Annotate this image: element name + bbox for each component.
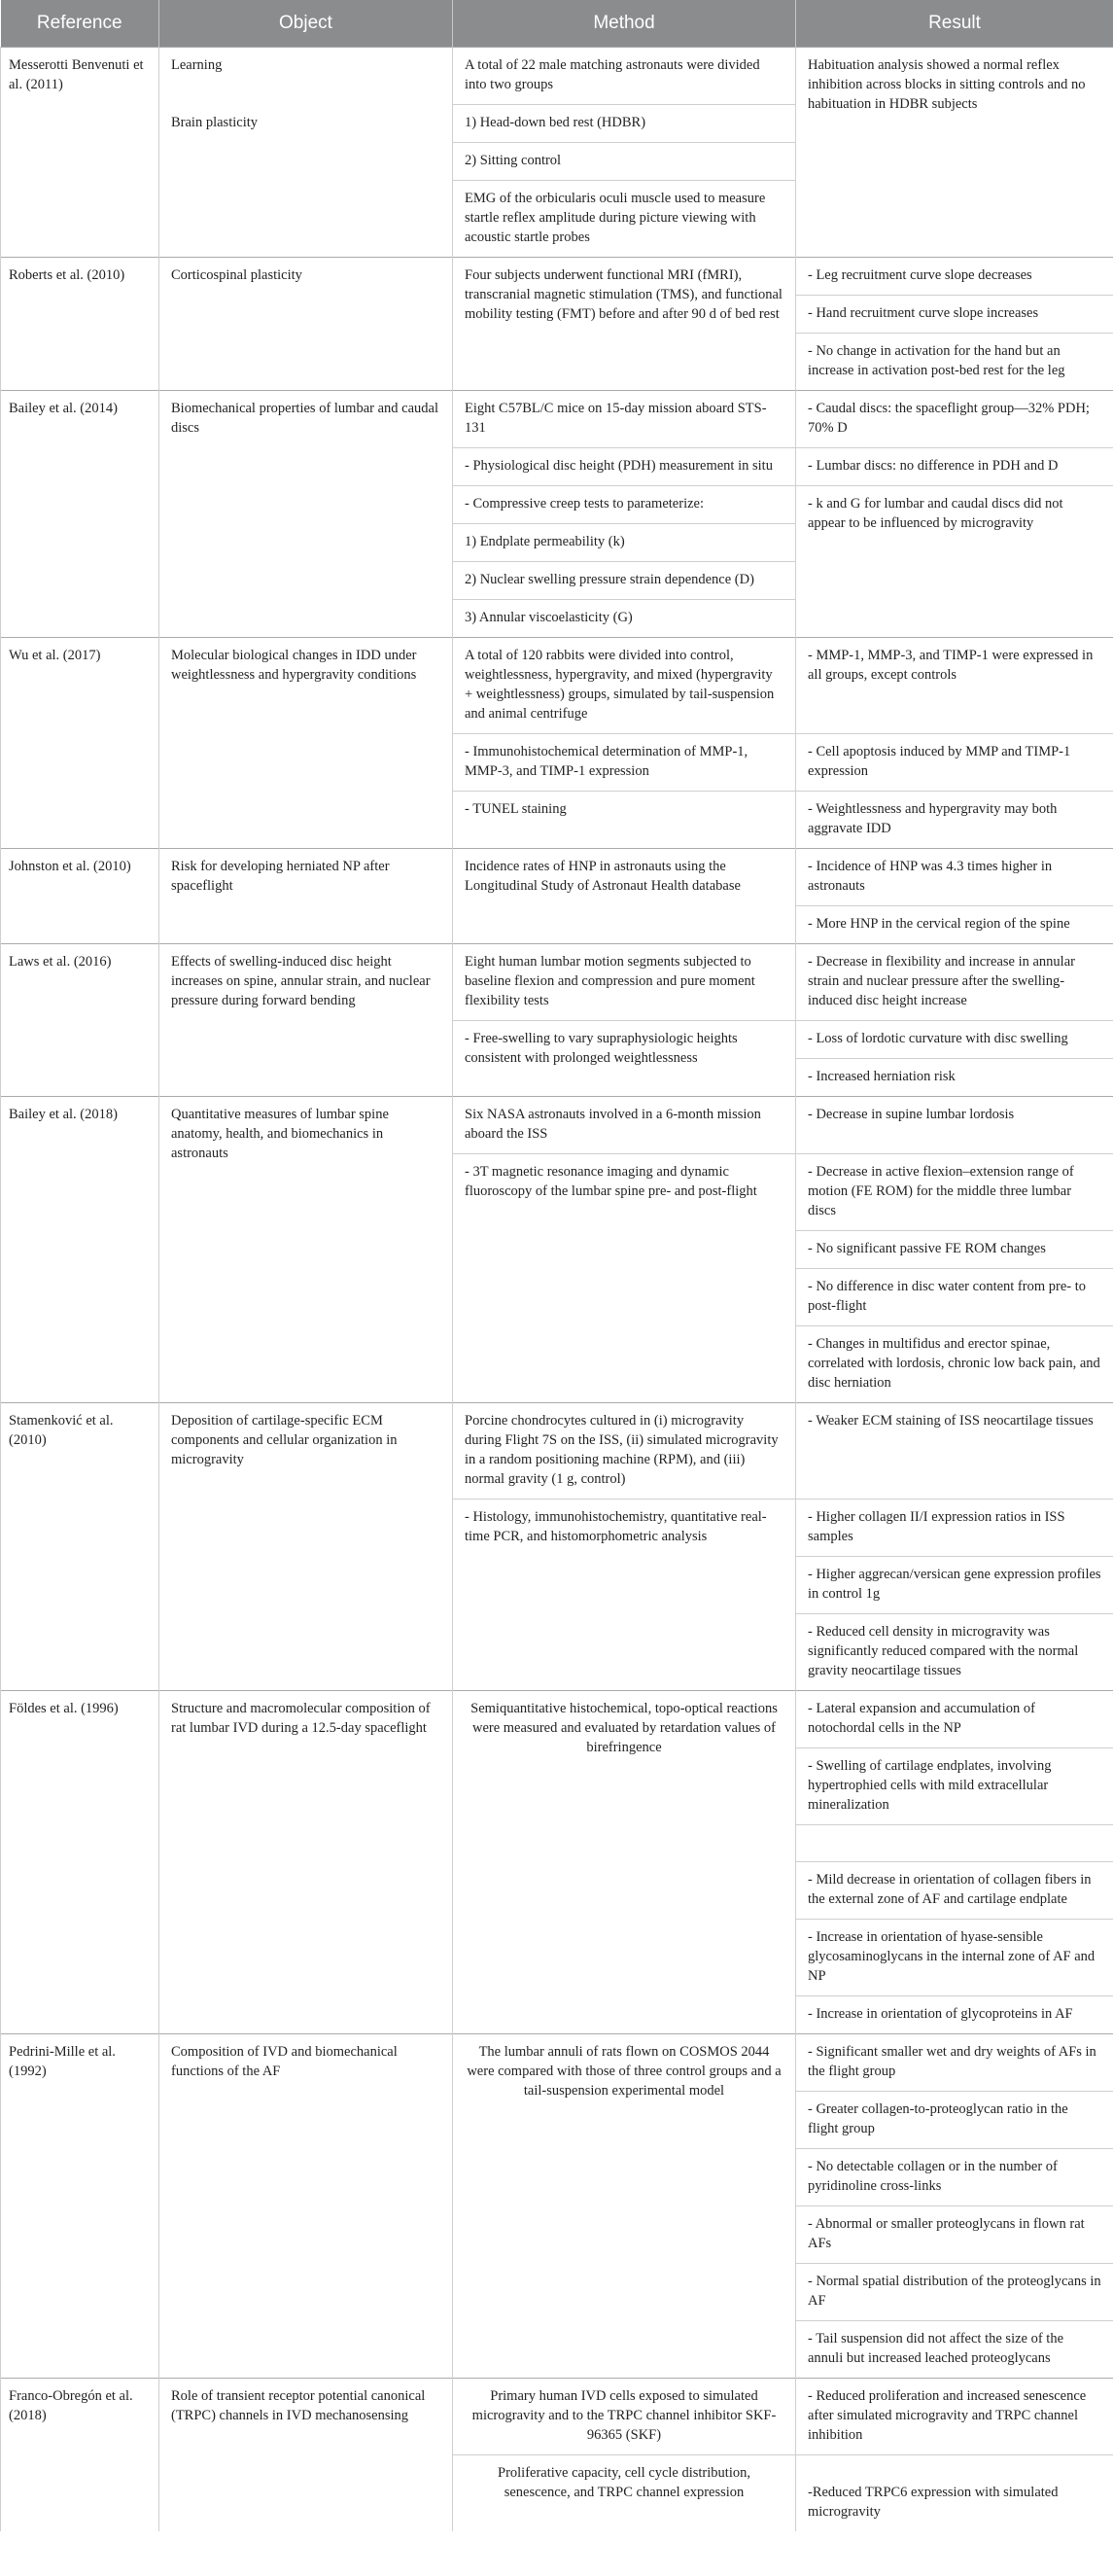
result-cell: - Normal spatial distribution of the proteoglycans in AF [796,2264,1113,2321]
result-cell: - Weaker ECM staining of ISS neocartilage tissues [796,1403,1113,1500]
result-cell: - Leg recruitment curve slope decreases [796,258,1113,296]
result-cell: - Decrease in flexibility and increase in annular strain and nuclear pressure after the swelling-induced disc height increase [796,944,1113,1021]
result-cell: - Hand recruitment curve slope increases [796,296,1113,334]
table-row [1,1691,1113,1748]
result-cell: - Incidence of HNP was 4.3 times higher in astronauts [796,849,1113,906]
table-row [1,258,1113,296]
method-cell: - Free-swelling to vary supraphysiologic heights consistent with prolonged weightlessness [453,1021,796,1097]
header-method: Method [453,0,796,48]
result-cell: - Decrease in supine lumbar lordosis [796,1097,1113,1154]
reference-cell: Messerotti Benvenuti et al. (2011) [1,48,159,143]
method-cell: The lumbar annuli of rats flown on COSMOS 2044 were compared with those of three control groups and a tail-suspension experimental model [453,2034,796,2379]
header-object: Object [159,0,453,48]
method-cell: 1) Head-down bed rest (HDBR) [453,105,796,143]
result-cell: - Swelling of cartilage endplates, involving hypertrophied cells with mild extracellular mineralization [796,1748,1113,1825]
result-cell: - Changes in multifidus and erector spinae, correlated with lordosis, chronic low back pain, and disc herniation [796,1326,1113,1403]
method-cell: Incidence rates of HNP in astronauts using the Longitudinal Study of Astronaut Health database [453,849,796,944]
method-cell: Eight C57BL/C mice on 15-day mission aboard STS-131 [453,391,796,448]
result-cell: - Reduced proliferation and increased senescence after simulated microgravity and TRPC channel inhibition [796,2379,1113,2455]
result-cell: - Reduced cell density in microgravity was significantly reduced compared with the normal gravity neocartilage tissues [796,1614,1113,1691]
result-cell: - Higher collagen II/I expression ratios in ISS samples [796,1500,1113,1557]
reference-cell: Laws et al. (2016) [1,944,159,1097]
method-cell: Eight human lumbar motion segments subjected to baseline flexion and compression and pure moment flexibility tests [453,944,796,1021]
result-cell: - Tail suspension did not affect the size of the annuli but increased leached proteoglycans [796,2321,1113,2379]
object-cell: Effects of swelling-induced disc height increases on spine, annular strain, and nuclear pressure during forward bending [159,944,453,1097]
method-cell: - Compressive creep tests to parameterize: [453,486,796,524]
result-cell: - More HNP in the cervical region of the spine [796,906,1113,944]
method-cell: - Immunohistochemical determination of MMP-1, MMP-3, and TIMP-1 expression [453,734,796,792]
result-cell: - Increased herniation risk [796,1059,1113,1097]
table-row [1,1097,1113,1154]
result-cell: - Cell apoptosis induced by MMP and TIMP-1 expression [796,734,1113,792]
object-cell: Brain plasticity [159,105,453,258]
method-cell: Porcine chondrocytes cultured in (i) microgravity during Flight 7S on the ISS, (ii) simulated microgravity in a random positioning machine (RPM), and (iii) normal gravity (1 g, control) [453,1403,796,1500]
method-cell: EMG of the orbicularis oculi muscle used to measure startle reflex amplitude during picture viewing with acoustic startle probes [453,181,796,258]
object-cell: Structure and macromolecular composition of rat lumbar IVD during a 12.5-day spaceflight [159,1691,453,2034]
result-cell: - Mild decrease in orientation of collagen fibers in the external zone of AF and cartilage endplate [796,1862,1113,1920]
method-cell: Four subjects underwent functional MRI (fMRI), transcranial magnetic stimulation (TMS), and functional mobility testing (FMT) before and after 90 d of bed rest [453,258,796,391]
result-cell: - k and G for lumbar and caudal discs did not appear to be influenced by microgravity [796,486,1113,638]
header-result: Result [796,0,1113,48]
method-cell: Primary human IVD cells exposed to simulated microgravity and to the TRPC channel inhibitor SKF-96365 (SKF) [453,2379,796,2455]
result-cell: - Loss of lordotic curvature with disc swelling [796,1021,1113,1059]
reference-cell: Johnston et al. (2010) [1,849,159,944]
result-cell: -Reduced TRPC6 expression with simulated microgravity [796,2455,1113,2532]
table-row [1,1403,1113,1500]
object-cell: Learning [159,48,453,105]
method-cell: A total of 22 male matching astronauts were divided into two groups [453,48,796,105]
table-row [1,849,1113,906]
table-row [1,2379,1113,2455]
object-cell: Risk for developing herniated NP after spaceflight [159,849,453,944]
object-cell: Deposition of cartilage-specific ECM components and cellular organization in microgravity [159,1403,453,1691]
method-cell: 2) Sitting control [453,143,796,181]
method-cell: 2) Nuclear swelling pressure strain dependence (D) [453,562,796,600]
result-cell: - Increase in orientation of glycoproteins in AF [796,1996,1113,2034]
result-cell: Habituation analysis showed a normal reflex inhibition across blocks in sitting controls and no habituation in HDBR subjects [796,48,1113,258]
method-cell: A total of 120 rabbits were divided into control, weightlessness, hypergravity, and mixed (hypergravity + weightlessness) groups, simulated by tail-suspension and animal centrifuge [453,638,796,734]
reference-cell: Pedrini-Mille et al. (1992) [1,2034,159,2379]
reference-cell: Wu et al. (2017) [1,638,159,849]
method-cell: Semiquantitative histochemical, topo-optical reactions were measured and evaluated by retardation values of birefringence [453,1691,796,2034]
method-cell: Proliferative capacity, cell cycle distribution, senescence, and TRPC channel expression [453,2455,796,2532]
result-cell: - No change in activation for the hand but an increase in activation post-bed rest for the leg [796,334,1113,391]
object-cell: Corticospinal plasticity [159,258,453,391]
table-row [1,944,1113,1021]
header-reference: Reference [1,0,159,48]
table-row [1,638,1113,734]
result-cell: - Higher aggrecan/versican gene expression profiles in control 1g [796,1557,1113,1614]
table-row [1,391,1113,448]
object-cell: Composition of IVD and biomechanical functions of the AF [159,2034,453,2379]
method-cell: - Physiological disc height (PDH) measurement in situ [453,448,796,486]
result-cell: - No detectable collagen or in the number of pyridinoline cross-links [796,2149,1113,2206]
reference-cell-continued [1,143,159,258]
method-cell: - Histology, immunohistochemistry, quantitative real-time PCR, and histomorphometric analysis [453,1500,796,1691]
result-cell: - MMP-1, MMP-3, and TIMP-1 were expressed in all groups, except controls [796,638,1113,734]
reference-cell: Stamenković et al. (2010) [1,1403,159,1691]
table-row [1,48,1113,105]
reference-cell: Roberts et al. (2010) [1,258,159,391]
result-cell: - Abnormal or smaller proteoglycans in flown rat AFs [796,2206,1113,2264]
result-cell: - Decrease in active flexion–extension range of motion (FE ROM) for the middle three lumbar discs [796,1154,1113,1231]
method-cell: 3) Annular viscoelasticity (G) [453,600,796,638]
result-cell: - Greater collagen-to-proteoglycan ratio in the flight group [796,2092,1113,2149]
table-row [1,2034,1113,2092]
object-cell: Biomechanical properties of lumbar and caudal discs [159,391,453,638]
result-cell: - Lateral expansion and accumulation of notochordal cells in the NP [796,1691,1113,1748]
result-cell: - Increase in orientation of hyase-sensible glycosaminoglycans in the internal zone of AF and NP [796,1920,1113,1996]
reference-cell: Franco-Obregón et al. (2018) [1,2379,159,2532]
result-cell: - Weightlessness and hypergravity may both aggravate IDD [796,792,1113,849]
result-cell: - Significant smaller wet and dry weights of AFs in the flight group [796,2034,1113,2092]
result-cell: - Lumbar discs: no difference in PDH and D [796,448,1113,486]
result-cell: - No significant passive FE ROM changes [796,1231,1113,1269]
object-cell: Role of transient receptor potential canonical (TRPC) channels in IVD mechanosensing [159,2379,453,2532]
method-cell: Six NASA astronauts involved in a 6-month mission aboard the ISS [453,1097,796,1154]
method-cell: - 3T magnetic resonance imaging and dynamic fluoroscopy of the lumbar spine pre- and post-flight [453,1154,796,1403]
reference-cell: Földes et al. (1996) [1,1691,159,2034]
method-cell: 1) Endplate permeability (k) [453,524,796,562]
result-cell: - Caudal discs: the spaceflight group—32% PDH; 70% D [796,391,1113,448]
reference-cell: Bailey et al. (2014) [1,391,159,638]
reference-cell: Bailey et al. (2018) [1,1097,159,1403]
result-cell-empty [796,1825,1113,1862]
object-cell: Quantitative measures of lumbar spine anatomy, health, and biomechanics in astronauts [159,1097,453,1403]
method-cell: - TUNEL staining [453,792,796,849]
result-cell: - No difference in disc water content from pre- to post-flight [796,1269,1113,1326]
header-row [1,0,1113,48]
object-cell: Molecular biological changes in IDD under weightlessness and hypergravity conditions [159,638,453,849]
